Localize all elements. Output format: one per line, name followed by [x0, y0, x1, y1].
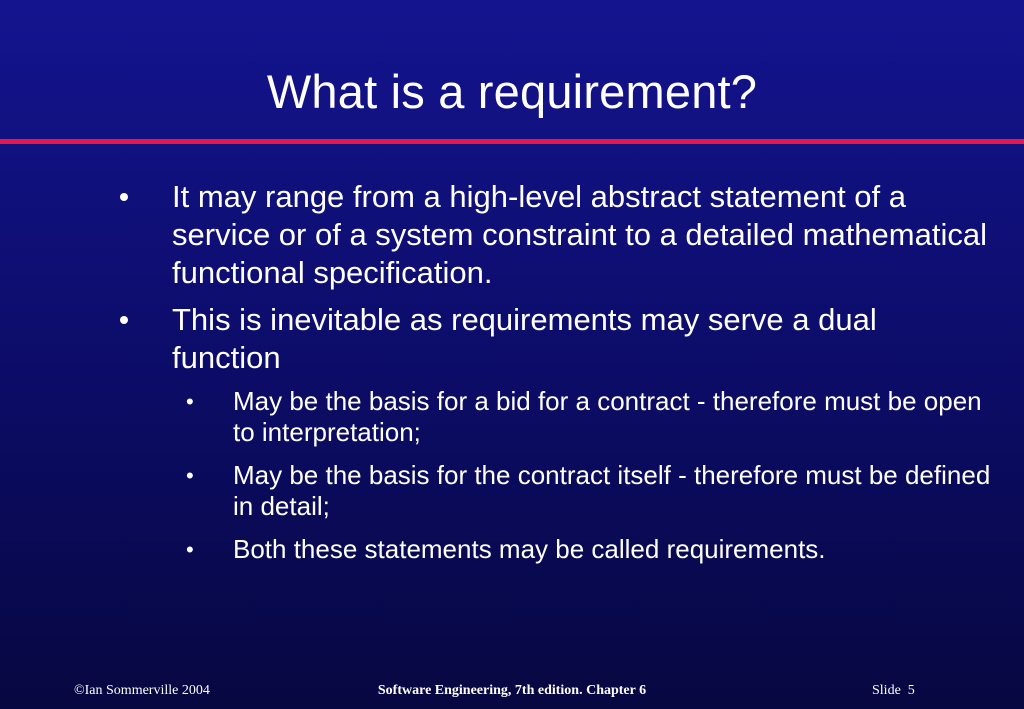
- sub-bullet-dot-icon: •: [186, 463, 194, 488]
- sub-bullet-text: Both these statements may be called requirements.: [233, 534, 826, 564]
- sub-bullet-text: May be the basis for a bid for a contract - therefore must be open to interpretation;: [233, 386, 982, 447]
- bullet-item: [172, 301, 992, 377]
- sub-bullet-item: [186, 460, 993, 522]
- bullet-dot-icon: [120, 316, 128, 324]
- bullet-text: This is inevitable as requirements may serve a dual function: [172, 302, 877, 375]
- sub-bullet-item: [186, 534, 993, 565]
- footer-book-title: Software Engineering, 7th edition. Chapter 6: [377, 683, 647, 698]
- bullet-text: It may range from a high-level abstract statement of a service or of a system constraint to a detailed mathematical functional specification.: [172, 179, 987, 290]
- title-divider: [0, 139, 1024, 144]
- bullet-list: [0, 178, 1024, 577]
- footer-copyright: ©Ian Sommerville 2004: [74, 683, 210, 698]
- slide-title: What is a requirement?: [266, 65, 758, 118]
- bullet-dot-icon: [120, 193, 128, 201]
- sub-bullet-dot-icon: •: [186, 537, 194, 562]
- sub-bullet-list: [0, 386, 1024, 565]
- sub-bullet-dot-icon: •: [186, 389, 194, 414]
- sub-bullet-text: May be the basis for the contract itself - therefore must be defined in detail;: [233, 460, 991, 521]
- bullet-item: [172, 178, 992, 292]
- footer-slide-number: Slide 5: [872, 683, 915, 698]
- sub-bullet-item: [186, 386, 993, 448]
